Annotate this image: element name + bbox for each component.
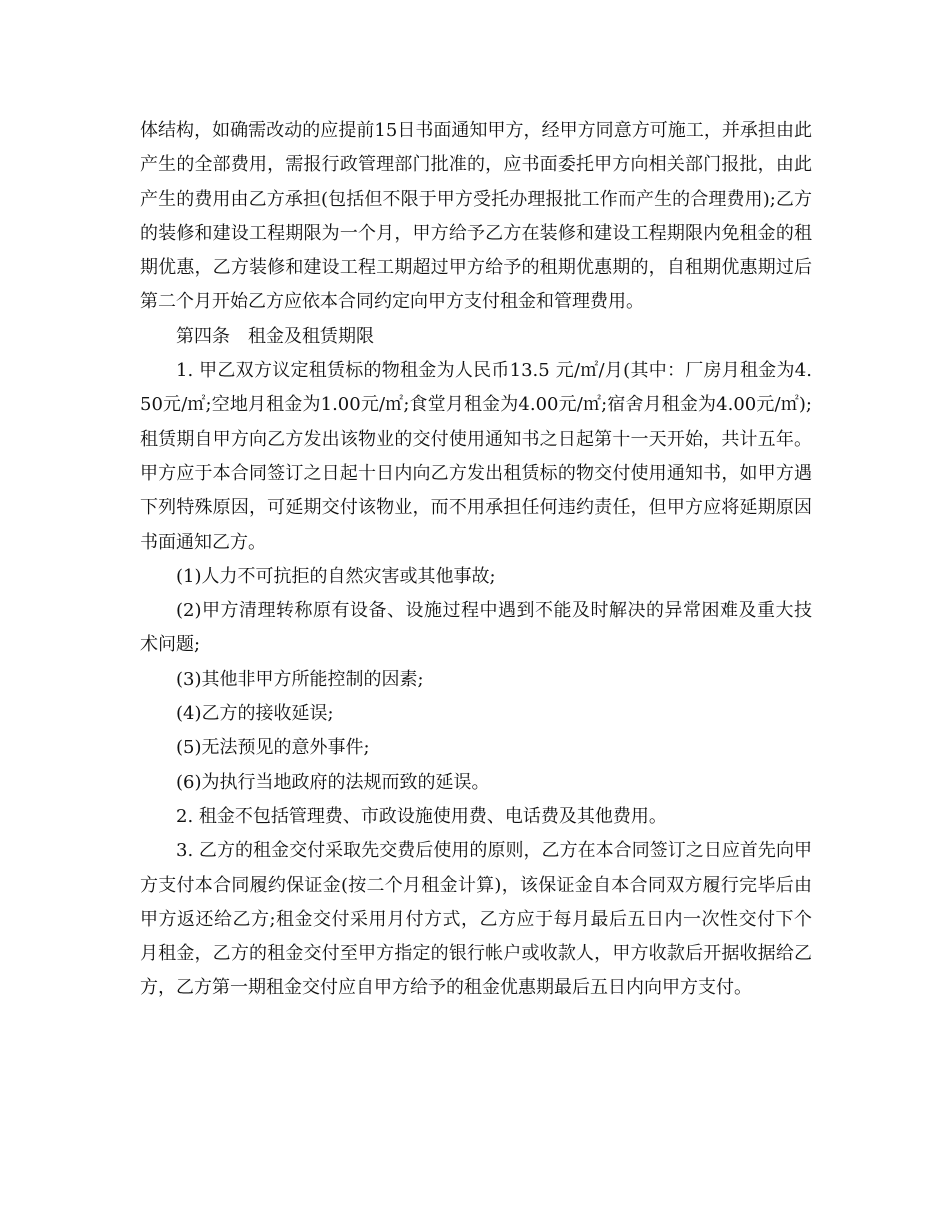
reason-item-6: (6)为执行当地政府的法规而致的延误。 — [176, 771, 490, 793]
reason-item-2: (2)甲方清理转称原有设备、设施过程中遇到不能及时解决的异常困难及重大技术问题; — [140, 600, 812, 656]
document-body — [140, 114, 812, 1006]
reason-item-3: (3)其他非甲方所能控制的因素; — [176, 668, 424, 690]
paragraph-continuation: 体结构，如确需改动的应提前15日书面通知甲方，经甲方同意方可施工，并承担由此产生的全部费用，需报行政管理部门批准的，应书面委托甲方向相关部门报批，由此产生的费用由乙方承担(包括但不限于甲方受托办理报批工作而产生的合理费用);乙方的装修和建设工程期限为一个月，甲方给予乙方在装修和建设工程期限内免租金的租期优惠，乙方装修和建设工程工期超过甲方给予的租期优惠期的，自租期优惠期过后第二个月开始乙方应依本合同约定向甲方支付租金和管理费用。 — [140, 120, 812, 313]
reason-item-4: (4)乙方的接收延误; — [176, 703, 334, 725]
clause-1-rent: 1. 甲乙双方议定租赁标的物租金为人民币13.5 元/㎡/月(其中：厂房月租金为4.50元/㎡;空地月租金为1.00元/㎡;食堂月租金为4.00元/㎡;宿舍月租金为4.00元/㎡);租赁期自甲方向乙方发出该物业的交付使用通知书之日起第十一天开始，共计五年。甲方应于本合同签订之日起十日内向乙方发出租赁标的物交付使用通知书，如甲方遇下列特殊原因，可延期交付该物业，而不用承担任何违约责任，但甲方应将延期原因书面通知乙方。 — [140, 360, 812, 553]
reason-item-1: (1)人力不可抗拒的自然灾害或其他事故; — [176, 565, 496, 587]
reason-item-5: (5)无法预见的意外事件; — [176, 737, 370, 759]
clause-3-payment: 3. 乙方的租金交付采取先交费后使用的原则，乙方在本合同签订之日应首先向甲方支付本合同履约保证金(按二个月租金计算)，该保证金自本合同双方履行完毕后由甲方返还给乙方;租金交付采用月付方式，乙方应于每月最后五日内一次性交付下个月租金，乙方的租金交付至甲方指定的银行帐户或收款人，甲方收款后开据收据给乙方，乙方第一期租金交付应自甲方给予的租金优惠期最后五日内向甲方支付。 — [140, 840, 812, 999]
clause-2-fees: 2. 租金不包括管理费、市政设施使用费、电话费及其他费用。 — [176, 805, 667, 827]
article-four-heading: 第四条 租金及租赁期限 — [176, 325, 374, 347]
